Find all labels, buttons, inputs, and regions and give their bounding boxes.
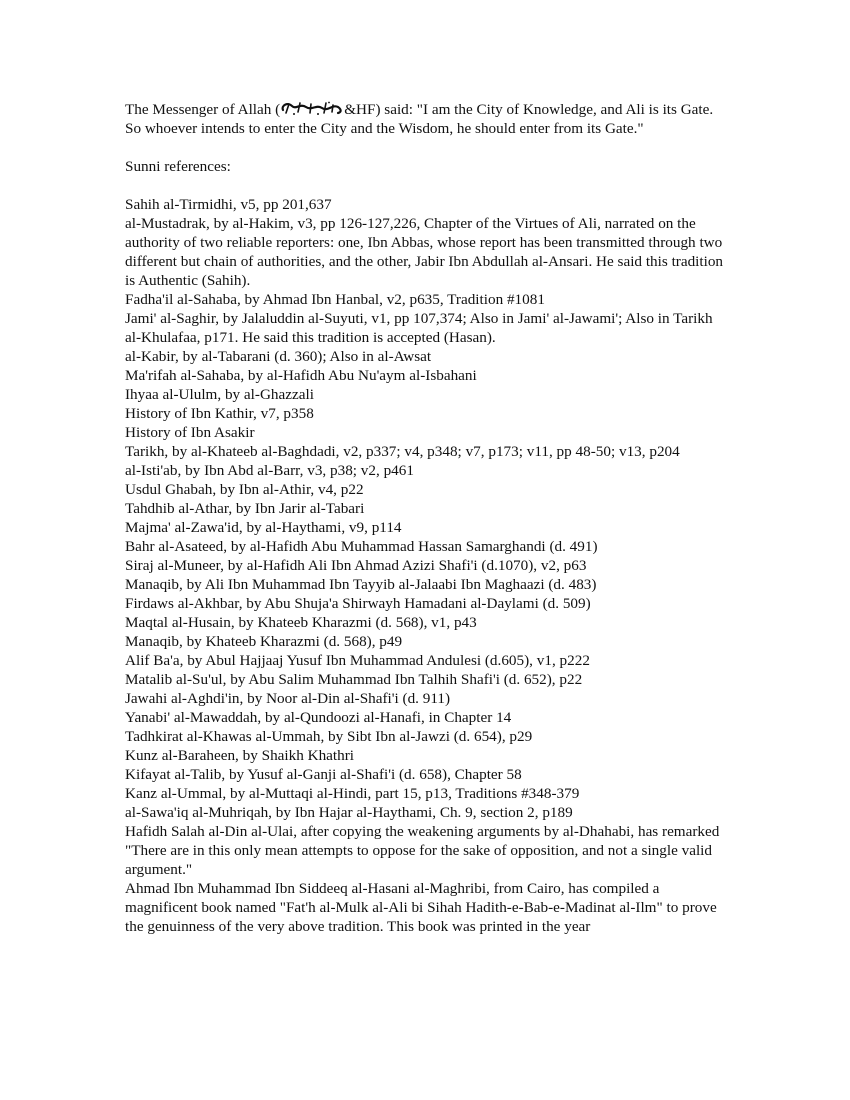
reference-item: Kanz al-Ummal, by al-Muttaqi al-Hindi, part 15, p13, Traditions #348-379 xyxy=(125,785,580,802)
intro-text-end: &HF) said: "I am the City of Knowledge, and Ali is its Gate. So whoever intends to enter the City and the Wisdom, he should enter from its Gate." xyxy=(125,101,714,137)
reference-item: Fadha'il al-Sahaba, by Ahmad Ibn Hanbal, v2, p635, Tradition #1081 xyxy=(125,291,545,308)
reference-item: Tahdhib al-Athar, by Ibn Jarir al-Tabari xyxy=(125,500,365,517)
reference-item: al-Kabir, by al-Tabarani (d. 360); Also in al-Awsat xyxy=(125,348,432,365)
reference-item: Matalib al-Su'ul, by Abu Salim Muhammad Ibn Talhih Shafi'i (d. 652), p22 xyxy=(125,671,583,688)
reference-item: Firdaws al-Akhbar, by Abu Shuja'a Shirwayh Hamadani al-Daylami (d. 509) xyxy=(125,595,591,612)
reference-item: Maqtal al-Husain, by Khateeb Kharazmi (d. 568), v1, p43 xyxy=(125,614,477,631)
reference-item: Jami' al-Saghir, by Jalaluddin al-Suyuti, v1, pp 107,374; Also in Jami' al-Jawami'; Also in Tarikh al-Khulafaa, p171. He said this tradition is accepted (Hasan). xyxy=(125,310,713,346)
hadith-paragraph xyxy=(125,100,730,138)
references-list xyxy=(125,195,730,936)
reference-item: Kunz al-Baraheen, by Shaikh Khathri xyxy=(125,747,355,764)
reference-item: Majma' al-Zawa'id, by al-Haythami, v9, p114 xyxy=(125,519,402,536)
reference-item: Bahr al-Asateed, by al-Hafidh Abu Muhammad Hassan Samarghandi (d. 491) xyxy=(125,538,598,555)
sunni-references-heading: Sunni references: xyxy=(125,158,231,175)
reference-item: Siraj al-Muneer, by al-Hafidh Ali Ibn Ahmad Azizi Shafi'i (d.1070), v2, p63 xyxy=(125,557,587,574)
salawat-calligraphy-image xyxy=(280,101,344,116)
reference-item: al-Mustadrak, by al-Hakim, v3, pp 126-127,226, Chapter of the Virtues of Ali, narrated on the authority of two reliable reporters: one, Ibn Abbas, whose report has been transmitted through two different but chain of authorities, and the other, Jabir Ibn Abdullah al-Ansari. He said this tradition is Authentic (Sahih). xyxy=(125,215,724,289)
reference-item: History of Ibn Asakir xyxy=(125,424,255,441)
reference-item: al-Sawa'iq al-Muhriqah, by Ibn Hajar al-Haythami, Ch. 9, section 2, p189 xyxy=(125,804,573,821)
reference-item: Jawahi al-Aghdi'in, by Noor al-Din al-Shafi'i (d. 911) xyxy=(125,690,451,707)
reference-item: Tadhkirat al-Khawas al-Ummah, by Sibt Ibn al-Jawzi (d. 654), p29 xyxy=(125,728,533,745)
reference-item: Manaqib, by Ali Ibn Muhammad Ibn Tayyib al-Jalaabi Ibn Maghaazi (d. 483) xyxy=(125,576,597,593)
reference-item: Manaqib, by Khateeb Kharazmi (d. 568), p49 xyxy=(125,633,403,650)
reference-item: Yanabi' al-Mawaddah, by al-Qundoozi al-Hanafi, in Chapter 14 xyxy=(125,709,512,726)
reference-item: Ma'rifah al-Sahaba, by al-Hafidh Abu Nu'aym al-Isbahani xyxy=(125,367,477,384)
reference-item: Tarikh, by al-Khateeb al-Baghdadi, v2, p337; v4, p348; v7, p173; v11, pp 48-50; v13, p204 xyxy=(125,443,680,460)
reference-item: Kifayat al-Talib, by Yusuf al-Ganji al-Shafi'i (d. 658), Chapter 58 xyxy=(125,766,522,783)
reference-item: Usdul Ghabah, by Ibn al-Athir, v4, p22 xyxy=(125,481,364,498)
reference-item: Sahih al-Tirmidhi, v5, pp 201,637 xyxy=(125,196,332,213)
intro-text-start: The Messenger of Allah ( xyxy=(125,101,281,118)
reference-item: Ahmad Ibn Muhammad Ibn Siddeeq al-Hasani al-Maghribi, from Cairo, has compiled a magnificent book named "Fat'h al-Mulk al-Ali bi Sihah Hadith-e-Bab-e-Madinat al-Ilm" to prove the genuinness of the very above tradition. This book was printed in the year xyxy=(125,880,717,935)
document-page xyxy=(125,100,730,936)
reference-item: al-Isti'ab, by Ibn Abd al-Barr, v3, p38; v2, p461 xyxy=(125,462,414,479)
reference-item: Alif Ba'a, by Abul Hajjaaj Yusuf Ibn Muhammad Andulesi (d.605), v1, p222 xyxy=(125,652,590,669)
reference-item: Hafidh Salah al-Din al-Ulai, after copying the weakening arguments by al-Dhahabi, has remarked "There are in this only mean attempts to oppose for the sake of opposition, and not a single valid argument." xyxy=(125,823,720,878)
reference-item: Ihyaa al-Ululm, by al-Ghazzali xyxy=(125,386,314,403)
reference-item: History of Ibn Kathir, v7, p358 xyxy=(125,405,314,422)
